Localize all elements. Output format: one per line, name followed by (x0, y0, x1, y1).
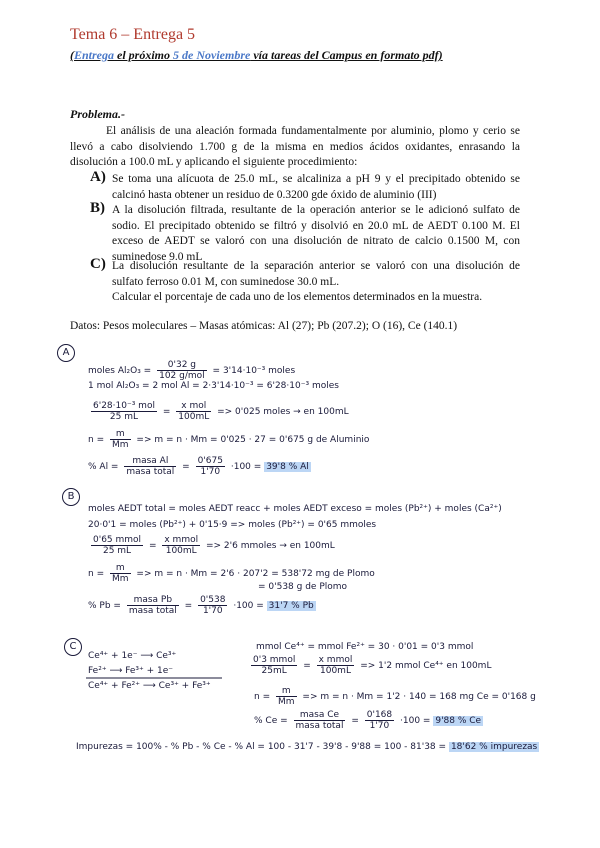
a-l1-num: 0'32 g (157, 360, 207, 371)
a-l5-n2: 0'675 (197, 456, 223, 466)
a-l3-n1: 6'28·10⁻³ mol (93, 401, 155, 411)
a-line2: 1 mol Al₂O₃ = 2 mol Al = 2·3'14·10⁻³ = 6'28·10⁻³ moles (88, 381, 339, 391)
b-l3-d2: 100mL (165, 546, 197, 556)
b-l5-post: ·100 = (233, 601, 264, 611)
c-m4-eq: = (351, 716, 359, 726)
a-l3-eq: = (162, 407, 171, 417)
b-l5-d1: masa total (128, 606, 177, 616)
c-m4-d1: masa total (295, 721, 344, 731)
impurities-calc: Impurezas = 100% - % Pb - % Ce - % Al = 100 - 31'7 - 39'8 - 9'88 = 100 - 81'38 = (76, 742, 447, 752)
a-l5-n1: masa Al (124, 456, 176, 467)
b-l4-d: Mm (111, 574, 129, 584)
b-l4-n: m (110, 563, 131, 574)
subtitle-paren: ( (70, 48, 74, 62)
subtitle-date: 5 de Noviembre (173, 48, 251, 62)
item-b-letter: B) (90, 200, 105, 216)
a-l1-den: 102 g/mol (159, 371, 205, 381)
section-c-circle: C (64, 638, 82, 656)
b-l5-d2: 1'70 (202, 606, 223, 616)
c-m3-n: m (276, 686, 297, 697)
c-m2-n1: 0'3 mmol (253, 655, 296, 665)
b-l4-pre: n = (88, 569, 105, 579)
item-c-text: La disolución resultante de la separación anterior se valoró con una disolución de sulfato ferroso 0.01 M, con suminedose 30.0 mL. Calcular el porcentaje de cada uno de los elementos determinados en la muestra. (112, 260, 520, 303)
item-a-letter: A) (90, 169, 106, 185)
b-l3-n2: x mmol (164, 535, 199, 545)
b-l5-n2: 0'538 (200, 595, 226, 605)
a-l5-post: ·100 = (230, 462, 262, 472)
c-m4-n2: 0'168 (366, 710, 393, 720)
b-line4b: = 0'538 g de Plomo (258, 582, 348, 592)
b-line1: moles AEDT total = moles AEDT reacc + moles AEDT exceso = moles (Pb²⁺) + moles (Ca²⁺) (88, 504, 502, 514)
subtitle-rest: vía tareas del Campus en formato pdf) (250, 48, 443, 62)
section-a-circle: A (57, 344, 75, 362)
c-m3-frac (276, 686, 297, 707)
c-m2-d2: 100mL (320, 666, 351, 676)
c-m2-frac1 (251, 655, 297, 676)
a-l3-post: => 0'025 moles → en 100mL (217, 407, 349, 417)
a-l5-eq: = (182, 462, 190, 472)
data-line: Datos: Pesos moleculares – Masas atómicas: Al (27); Pb (207.2); O (16), Ce (140.1) (70, 320, 458, 332)
b-l3-eq: = (148, 541, 157, 551)
a-l1-pre: moles Al₂O₃ = (88, 366, 152, 376)
a-l4-d: Mm (111, 440, 129, 450)
impurities-line (76, 742, 539, 752)
problem-heading: Problema.- (70, 107, 125, 121)
a-l3-d2: 100mL (178, 412, 210, 422)
c-m4-d2: 1'70 (369, 721, 390, 731)
subtitle-el-proximo: el próximo (114, 48, 174, 62)
b-line2: 20·0'1 = moles (Pb²⁺) + 0'15·9 => moles (Pb²⁺) = 0'65 mmoles (88, 520, 377, 530)
c-m2-n2: x mmol (318, 655, 353, 665)
problem-intro: El análisis de una aleación formada fundamentalmente por aluminio, plomo y cerio se llevó a cabo disolviendo 1.700 g de la misma en medios ácidos oxidantes, enrasando la disolución a 100.0 mL y aplicando el siguiente procedimiento: (70, 125, 520, 168)
b-l3-d1: 25 mL (102, 546, 132, 556)
c-m3-d: Mm (277, 697, 295, 707)
c-reaction1: Ce⁴⁺ + 1e⁻ ⟶ Ce³⁺ (88, 651, 177, 661)
b-l3-n1: 0'65 mmol (93, 535, 142, 545)
item-c-letter: C) (90, 256, 106, 272)
a-result-highlight: 39'8 % Al (266, 462, 309, 472)
c-m3-post: => m = n · Mm = 1'2 · 140 = 168 mg Ce = 0'168 g (302, 692, 536, 702)
c-mass-line (254, 686, 536, 707)
b-l5-pre: % Pb = (88, 601, 121, 611)
c-m4-post: ·100 = (400, 716, 431, 726)
b-l5-n1: masa Pb (127, 595, 179, 606)
c-result-highlight: 9'88 % Ce (435, 716, 482, 726)
item-b-text: A la disolución filtrada, resultante de la operación anterior se le adicionó sulfato de sodio. El precipitado obtenido se filtró y disolvió en 20.0 mL de AEDT 0.100 M. El exceso de AEDT se valoró con una disolución de nitrato de calcio 0.1500 M, con suminedose 9.0 mL (112, 204, 520, 263)
c-m3-pre: n = (254, 692, 271, 702)
c-proportion (248, 655, 491, 676)
a-l5-pre: % Al = (88, 462, 119, 472)
b-result-highlight: 31'7 % Pb (268, 601, 314, 611)
section-b-circle: B (62, 488, 80, 506)
c-m4-pre: % Ce = (254, 716, 288, 726)
c-m2-frac2 (317, 655, 355, 676)
a-l3-d1: 25 mL (109, 412, 139, 422)
c-mmol-line: mmol Ce⁴⁺ = mmol Fe²⁺ = 30 · 0'01 = 0'3 mmol (256, 642, 474, 652)
a-l4-n: m (110, 429, 131, 440)
a-l3-n2: x mol (176, 401, 211, 412)
c-reaction3: Ce⁴⁺ + Fe²⁺ ⟶ Ce³⁺ + Fe³⁺ (88, 681, 211, 691)
b-l4-post: => m = n · Mm = 2'6 · 207'2 = 538'72 mg de Plomo (136, 569, 375, 579)
page-title: Tema 6 – Entrega 5 (70, 26, 196, 43)
subtitle-entrega: Entrega (74, 48, 115, 62)
a-l1-post: = 3'14·10⁻³ moles (212, 366, 296, 376)
item-a-text: Se toma una alícuota de 25.0 mL, se alcaliniza a pH 9 y el precipitado obtenido se calcinó hasta obtener un residuo de 0.3200 gde óxido de aluminio (III) (112, 173, 520, 201)
c-m4-frac2 (365, 710, 394, 731)
a-l5-d1: masa total (126, 467, 175, 477)
a-l5-d2: 1'70 (200, 467, 221, 477)
c-m2-post: => 1'2 mmol Ce⁴⁺ en 100mL (360, 661, 492, 671)
c-m4-frac1 (294, 710, 346, 731)
a-l4-pre: n = (88, 435, 105, 445)
c-percent-line (254, 710, 483, 731)
b-l3-post: => 2'6 mmoles → en 100mL (205, 541, 335, 551)
impurities-result-highlight: 18'62 % impurezas (450, 742, 538, 752)
c-m4-n1: masa Ce (294, 710, 346, 721)
c-m2-d1: 25mL (261, 666, 287, 676)
c-m2-eq: = (303, 661, 311, 671)
a-l4-post: => m = n · Mm = 0'025 · 27 = 0'675 g de Aluminio (136, 435, 370, 445)
b-l5-eq: = (184, 601, 193, 611)
c-reaction2: Fe²⁺ ⟶ Fe³⁺ + 1e⁻ (88, 666, 174, 676)
